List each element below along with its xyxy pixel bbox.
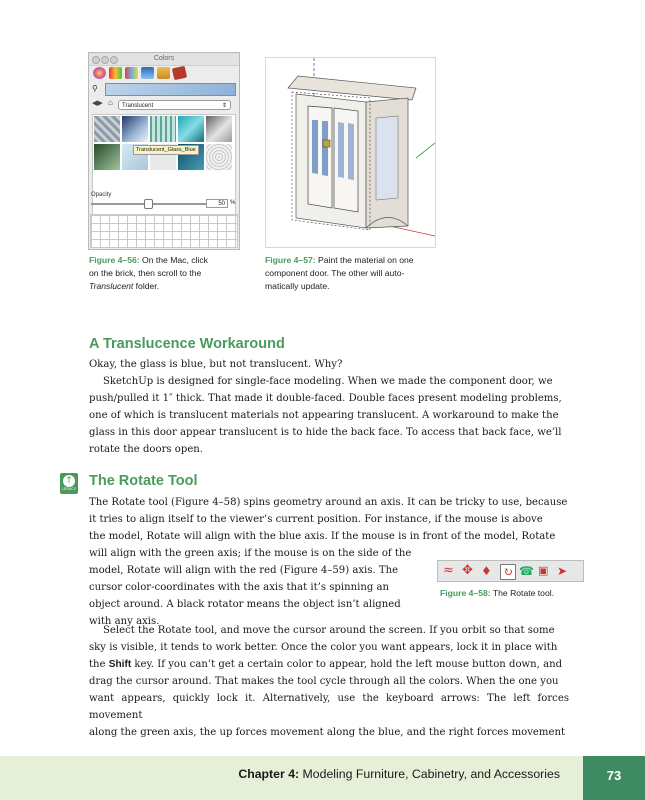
body-text-line: key. If you can’t get a certain color to appear, hold the left mouse button down, and	[131, 659, 563, 670]
back-forward-arrows-icon: ◀▶	[92, 100, 103, 107]
material-tile	[206, 144, 232, 170]
color-wheel-icon	[93, 67, 106, 79]
body-text-line: it tries to align itself to the viewer’s current position. For instance, if the mouse is above	[89, 514, 543, 525]
rotate-paragraph-2	[89, 622, 569, 741]
side-glass-panel	[376, 116, 398, 200]
body-text-line: Select the Rotate tool, and move the cursor around the screen. If you orbit so that some	[103, 625, 555, 636]
body-text-line: along the green axis, the up forces movement along the blue, and the right forces movement	[89, 727, 566, 738]
figure-56-caption	[89, 254, 259, 293]
panel-title: Colors	[153, 55, 175, 62]
right-door	[334, 108, 358, 212]
figure-56-caption-text: On the Mac, click	[142, 255, 208, 265]
scale-icon: ▣	[538, 564, 549, 577]
rotate-paragraph-1	[89, 494, 569, 545]
select-arrows-icon: ⇕	[221, 103, 227, 109]
rotate-toolbar-figure	[437, 560, 584, 582]
figure-57-caption-text: Paint the material on one	[318, 255, 414, 265]
glass-pane	[338, 122, 344, 178]
folder-select	[118, 100, 231, 110]
body-text-line: glass in this door appear translucent is to hide the back face. To access that back face, we’ll	[89, 427, 562, 438]
green-axis-line	[416, 143, 435, 158]
opacity-label: Opacity	[91, 192, 112, 198]
body-text-line: push/pulled it 1″ thick. That made it double-faced. Double faces present modeling problems,	[89, 393, 562, 404]
magnifier-icon: ⚲	[92, 84, 98, 93]
body-text-line: Okay, the glass is blue, but not translucent. Why?	[89, 359, 343, 370]
push-pull-icon: ♦	[481, 564, 492, 578]
brick-icon	[172, 66, 187, 80]
footer-chapter-label: Chapter 4:	[238, 767, 300, 781]
material-tile	[206, 116, 232, 142]
cabinet-model-figure	[265, 57, 436, 248]
legacy-badge-label: LEGACY	[61, 487, 77, 491]
up-arrow-icon: ↑	[63, 475, 75, 487]
opacity-unit: %	[230, 200, 236, 206]
left-door	[308, 106, 332, 208]
body-text-line: model, Rotate will align with the red (Figure 4–59) axis. The	[89, 565, 399, 576]
figure-57-caption	[265, 254, 440, 293]
body-text-line: sky is visible, it tends to work better. Once the color you want appears, lock it in place with	[89, 642, 558, 653]
body-text-line: want appears, quickly lock it. Alternatively, use the keyboard arrows: The left forces movement	[89, 693, 569, 721]
current-color-swatch	[105, 83, 236, 96]
crayons-icon	[157, 67, 170, 79]
glass-pane	[312, 120, 318, 174]
footer-chapter-text: Modeling Furniture, Cabinetry, and Accessories	[302, 767, 560, 781]
page-number-tab	[583, 756, 645, 800]
figure-57-label: Figure 4–57:	[265, 255, 316, 265]
material-tooltip: Translucent_Glass_Blue	[133, 145, 199, 155]
figure-58-caption	[440, 587, 600, 600]
body-text-line: one of which is translucent materials not appearing translucent. A workaround to make the	[89, 410, 559, 421]
body-text-line: with any axis.	[89, 616, 160, 627]
home-icon: ⌂	[108, 98, 113, 107]
glass-pane	[322, 121, 328, 176]
opacity-slider-thumb	[144, 199, 153, 209]
color-palettes-icon	[125, 67, 138, 79]
shift-key-text: Shift	[108, 659, 132, 670]
figure-56-caption-text: on the brick, then scroll to the	[89, 268, 202, 278]
material-tile	[178, 116, 204, 142]
color-sliders-icon	[109, 67, 122, 79]
panel-titlebar	[89, 53, 239, 66]
figure-56-caption-text: folder.	[135, 281, 160, 291]
folder-select-value: Translucent	[122, 103, 154, 109]
cabinet-drawing	[266, 58, 435, 247]
material-tile	[150, 116, 176, 142]
freehand-icon: ≈	[443, 563, 454, 578]
figure-57-caption-text: matically update.	[265, 281, 330, 291]
body-text-line: drag the cursor around. That makes the tool cycle through all the colors. When the one you	[89, 676, 559, 687]
rotate-paragraph-1-wrap	[89, 545, 424, 630]
page-number: 73	[606, 768, 622, 783]
image-palettes-icon	[141, 67, 154, 79]
body-text-line: SketchUp is designed for single-face modeling. When we made the component door, we	[103, 376, 553, 387]
body-text-line: the model, Rotate will align with the blue axis. If the mouse is in front of the model, Rotate	[89, 531, 556, 542]
body-text-line: rotate the doors open.	[89, 444, 204, 455]
figure-57-caption-text: component door. The other will auto-	[265, 268, 405, 278]
section-heading-translucence: A Translucence Workaround	[89, 336, 285, 352]
figure-58-caption-text: The Rotate tool.	[492, 588, 555, 598]
offset-icon: ➤	[557, 564, 568, 578]
material-tile	[94, 144, 120, 170]
follow-me-icon: ☎	[519, 564, 534, 578]
legacy-badge	[60, 473, 78, 494]
material-tile	[94, 116, 120, 142]
figure-56-label: Figure 4–56:	[89, 255, 140, 265]
body-text-line: cursor color-coordinates with the axis that it’s spinning an	[89, 582, 390, 593]
body-text-line: The Rotate tool (Figure 4–58) spins geometry around an axis. It can be tricky to use, because	[89, 497, 568, 508]
glass-pane	[348, 123, 354, 180]
workaround-paragraph-1	[89, 356, 569, 373]
section-heading-rotate-tool: The Rotate Tool	[89, 473, 198, 489]
body-text-line: object around. A black rotator means the object isn’t aligned	[89, 599, 401, 610]
body-text-line: will align with the green axis; if the mouse is on the side of the	[89, 548, 412, 559]
paint-bucket-icon	[323, 140, 330, 147]
opacity-input: 50	[206, 199, 228, 208]
move-icon: ✥	[462, 563, 473, 578]
rotate-icon: ↻	[500, 564, 516, 580]
body-text-line: the	[89, 659, 109, 670]
footer-chapter-title	[160, 767, 560, 781]
figure-58-label: Figure 4–58:	[440, 588, 491, 598]
figure-56-caption-italic: Translucent	[89, 281, 134, 291]
workaround-paragraph-2	[89, 373, 569, 458]
material-tile	[122, 116, 148, 142]
custom-swatch-grid	[90, 214, 238, 248]
